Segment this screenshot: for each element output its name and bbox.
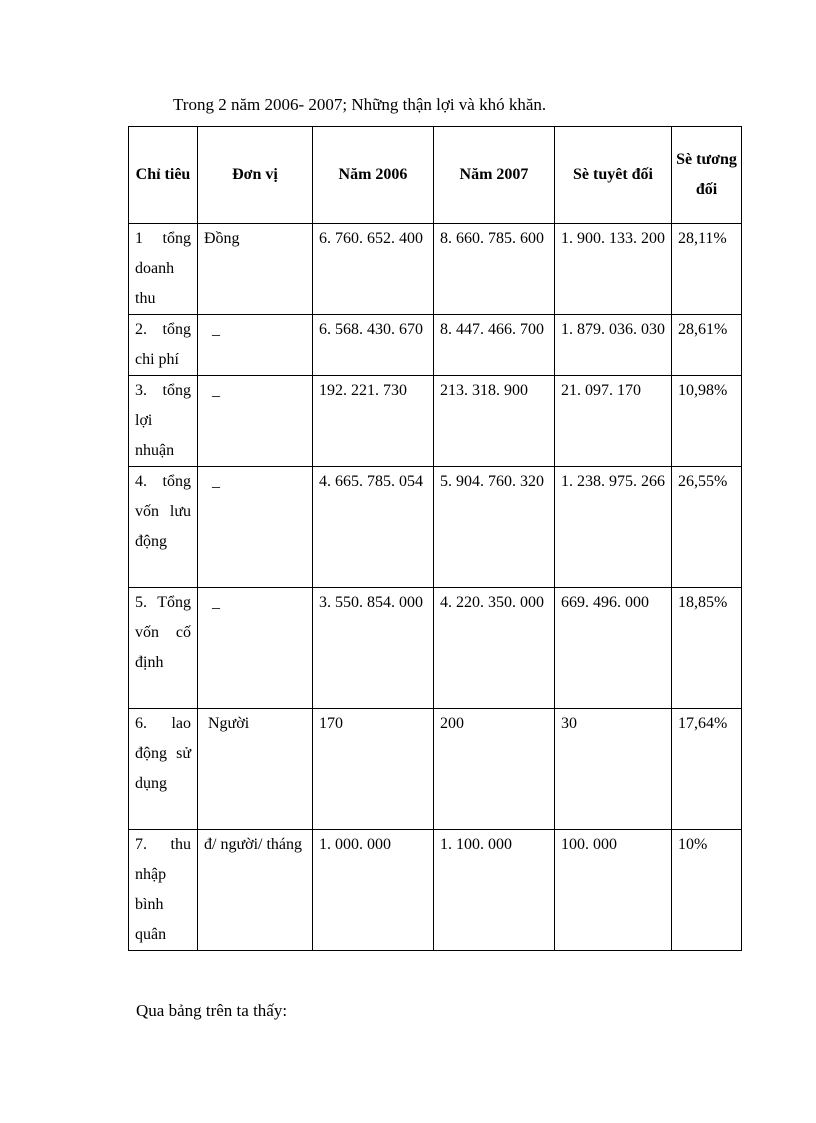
cell-unit: _	[198, 467, 313, 588]
cell-2006: 192. 221. 730	[313, 376, 434, 467]
cell-indicator: 4. tổng vốn lưu động	[129, 467, 198, 588]
cell-indicator: 5. Tổng vốn cố định	[129, 588, 198, 709]
cell-2006: 4. 665. 785. 054	[313, 467, 434, 588]
cell-unit: _	[198, 376, 313, 467]
cell-indicator: 3. tổng lợi nhuận	[129, 376, 198, 467]
cell-indicator: 6. lao động sử dụng	[129, 709, 198, 830]
cell-relative: 10,98%	[672, 376, 742, 467]
header-indicator: Chỉ tiêu	[129, 127, 198, 224]
conclusion-text: Qua bảng trên ta thấy:	[136, 1001, 288, 1020]
cell-2006: 170	[313, 709, 434, 830]
table-row	[129, 709, 742, 830]
cell-unit: _	[198, 588, 313, 709]
header-unit: Đơn vị	[198, 127, 313, 224]
table-header-row	[129, 127, 742, 224]
table-row	[129, 830, 742, 951]
cell-unit: đ/ người/ tháng	[198, 830, 313, 951]
cell-2007: 4. 220. 350. 000	[434, 588, 555, 709]
cell-relative: 28,61%	[672, 315, 742, 376]
cell-unit: _	[198, 315, 313, 376]
cell-relative: 28,11%	[672, 224, 742, 315]
cell-relative: 18,85%	[672, 588, 742, 709]
cell-2006: 3. 550. 854. 000	[313, 588, 434, 709]
cell-absolute: 669. 496. 000	[555, 588, 672, 709]
header-relative-change: Sè tương đối	[672, 127, 742, 224]
table-row	[129, 467, 742, 588]
cell-2007: 8. 660. 785. 600	[434, 224, 555, 315]
cell-2007: 1. 100. 000	[434, 830, 555, 951]
cell-2007: 5. 904. 760. 320	[434, 467, 555, 588]
cell-2006: 1. 000. 000	[313, 830, 434, 951]
cell-relative: 17,64%	[672, 709, 742, 830]
cell-absolute: 1. 879. 036. 030	[555, 315, 672, 376]
table-row	[129, 315, 742, 376]
cell-2006: 6. 760. 652. 400	[313, 224, 434, 315]
cell-absolute: 1. 238. 975. 266	[555, 467, 672, 588]
table-row	[129, 376, 742, 467]
cell-indicator: 7. thu nhập bình quân	[129, 830, 198, 951]
cell-2007: 213. 318. 900	[434, 376, 555, 467]
header-year-2007: Năm 2007	[434, 127, 555, 224]
cell-absolute: 30	[555, 709, 672, 830]
header-year-2006: Năm 2006	[313, 127, 434, 224]
cell-indicator: 2. tổng chi phí	[129, 315, 198, 376]
cell-absolute: 21. 097. 170	[555, 376, 672, 467]
table-row	[129, 224, 742, 315]
cell-unit: Đồng	[198, 224, 313, 315]
cell-unit: Người	[198, 709, 313, 830]
cell-relative: 10%	[672, 830, 742, 951]
cell-absolute: 1. 900. 133. 200	[555, 224, 672, 315]
indicator-table	[128, 126, 742, 951]
intro-text: Trong 2 năm 2006- 2007; Những thận lợi và khó khăn.	[173, 95, 547, 114]
cell-indicator: 1 tổng doanh thu	[129, 224, 198, 315]
header-absolute-change: Sè tuyêt đối	[555, 127, 672, 224]
cell-2007: 200	[434, 709, 555, 830]
cell-relative: 26,55%	[672, 467, 742, 588]
cell-2007: 8. 447. 466. 700	[434, 315, 555, 376]
cell-2006: 6. 568. 430. 670	[313, 315, 434, 376]
cell-absolute: 100. 000	[555, 830, 672, 951]
table-row	[129, 588, 742, 709]
